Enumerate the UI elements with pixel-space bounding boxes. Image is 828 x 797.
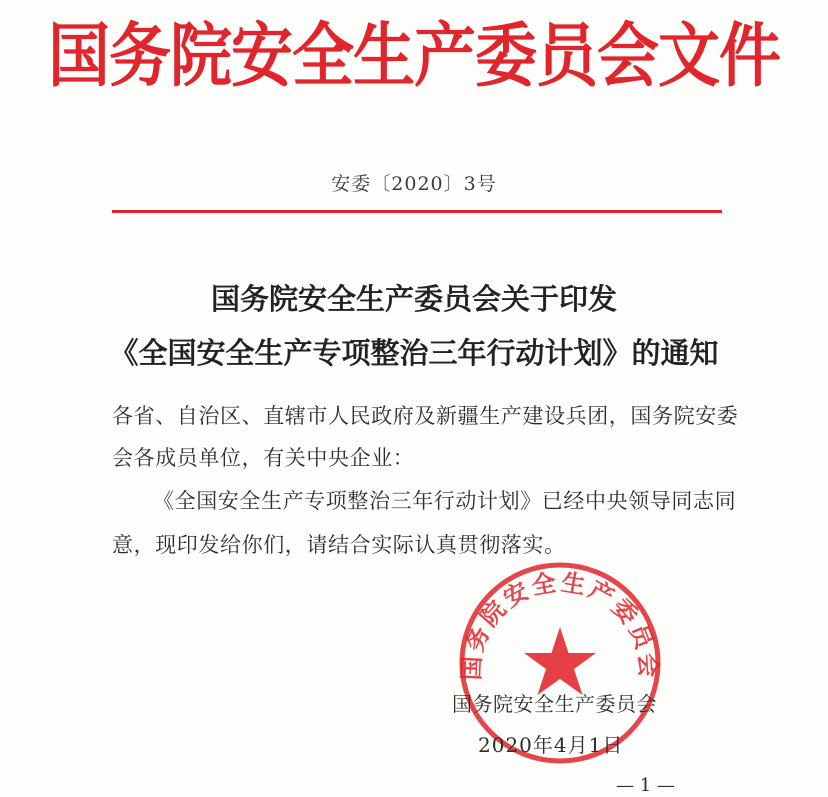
body-paragraph-line: 各省、自治区、直辖市人民政府及新疆生产建设兵团，国务院安委: [112, 404, 739, 428]
document-title-line-1: 国务院安全生产委员会关于印发: [210, 282, 617, 316]
red-divider-line: [112, 210, 722, 213]
seal-text: 国务院安全生产委员会: [457, 568, 663, 681]
page-number: — 1 —: [616, 775, 675, 796]
body-paragraph-line: 意，现印发给你们，请结合实际认真贯彻落实。: [112, 533, 566, 557]
document-masthead: 国务院安全生产委员会文件: [47, 14, 780, 97]
body-paragraph-line: 《全国安全生产专项整治三年行动计划》已经中央领导同志同: [153, 489, 737, 513]
issuer-signature: 国务院安全生产委员会: [452, 692, 657, 716]
seal-star-icon: [524, 627, 596, 695]
document-title-line-2: 《全国安全生产专项整治三年行动计划》的通知: [109, 336, 719, 370]
document-number: 安委〔2020〕3号: [331, 173, 497, 195]
issue-date: 2020年4月1日: [478, 733, 624, 757]
body-paragraph-line: 会各成员单位，有关中央企业：: [112, 446, 415, 470]
